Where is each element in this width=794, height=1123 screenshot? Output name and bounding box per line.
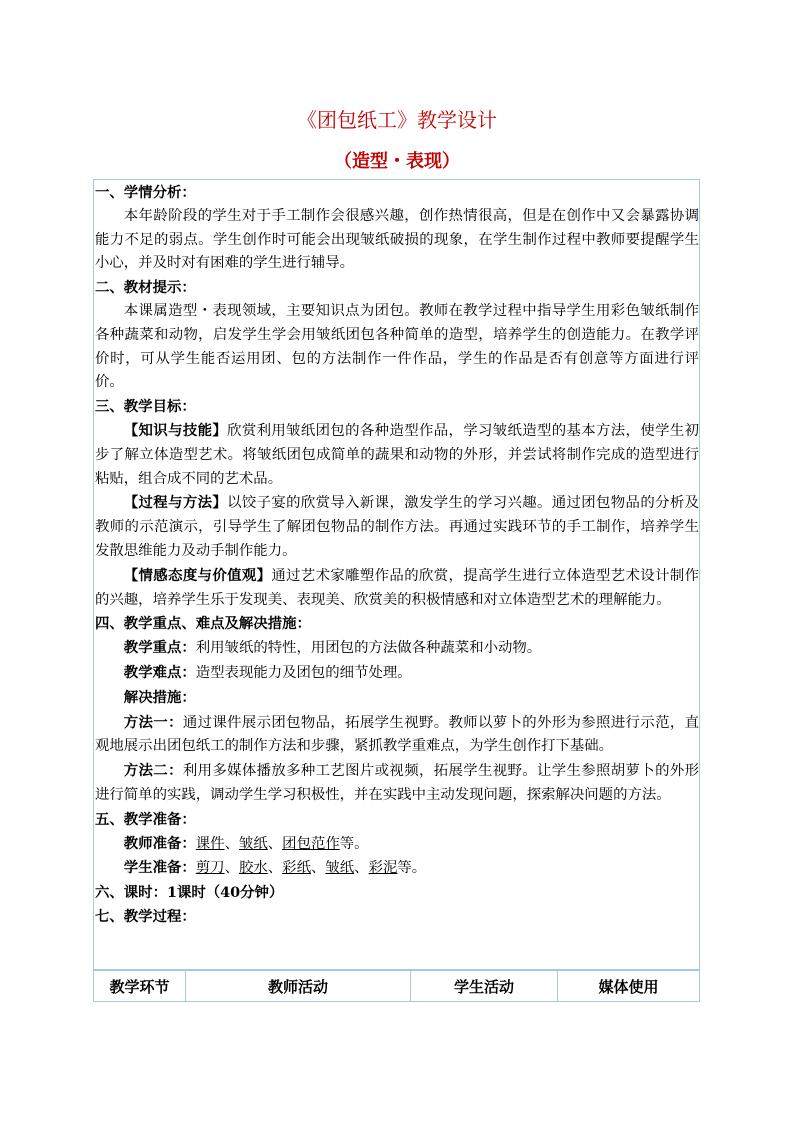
col-header-media: 媒体使用 xyxy=(558,971,700,1002)
student-item: 皱纸 xyxy=(325,860,355,877)
section-heading-4: 四、教学重点、难点及解决措施： xyxy=(95,615,311,633)
key-point-label: 教学重点： xyxy=(123,639,196,657)
difficult-point xyxy=(95,661,699,686)
teacher-item: 课件 xyxy=(195,835,225,852)
section-heading-6: 六、课时：1课时（40分钟） xyxy=(95,884,284,902)
goal-process xyxy=(95,491,699,563)
separator: 、 xyxy=(267,835,283,852)
col-header-stage: 教学环节 xyxy=(94,971,186,1002)
teacher-item: 皱纸 xyxy=(238,835,268,852)
method-one-label: 方法一： xyxy=(123,713,183,731)
separator: 、 xyxy=(224,835,239,852)
goal-process-label: 【过程与方法】 xyxy=(123,494,228,512)
method-one-text: 通过课件展示团包物品，拓展学生视野。教师以萝卜的外形为参照进行示范，直观地展示出团包纸工的制作方法和步骤，紧抓教学重难点，为学生创作打下基础。 xyxy=(95,714,699,755)
difficult-point-label: 教学难点： xyxy=(123,663,196,681)
document-subtitle: （造型・表现） xyxy=(334,151,460,172)
teacher-prep-label: 教师准备： xyxy=(123,834,196,852)
content-body xyxy=(95,181,699,929)
solution-label: 解决措施： xyxy=(123,688,196,706)
separator: 、 xyxy=(310,860,326,877)
goal-attitude-text: 通过艺术家雕塑作品的欣赏，提高学生进行立体造型艺术设计制作的兴趣，培养学生乐于发现美、表现美、欣赏美的积极情感和对立体造型艺术的理解能力。 xyxy=(95,567,699,608)
separator: 、 xyxy=(354,860,369,877)
student-item: 胶水 xyxy=(238,860,268,877)
goal-knowledge-label: 【知识与技能】 xyxy=(123,421,228,439)
goal-knowledge-text: 欣赏利用皱纸团包的各种造型作品，学习皱纸造型的基本方法，使学生初步了解立体造型艺术。将皱纸团包成简单的蔬果和动物的外形，并尝试将制作完成的造型进行粘贴，组合成不同的艺术品。 xyxy=(95,422,699,487)
section-heading-3: 三、教学目标： xyxy=(95,398,196,416)
goal-knowledge xyxy=(95,419,699,491)
separator: 、 xyxy=(267,860,283,877)
section-heading-1: 一、学情分析： xyxy=(95,184,196,201)
goal-attitude-label: 【情感态度与价值观】 xyxy=(123,566,272,584)
student-prep-label: 学生准备： xyxy=(123,859,196,877)
section-heading-7: 七、教学过程： xyxy=(95,907,196,925)
goal-attitude xyxy=(95,564,699,613)
key-point-text: 利用皱纸的特性，用团包的方法做各种蔬菜和小动物。 xyxy=(195,640,542,657)
student-item: 剪刀 xyxy=(195,860,225,877)
difficult-point-text: 造型表现能力及团包的细节处理。 xyxy=(195,664,412,681)
goal-process-text: 以饺子宴的欣赏导入新课，激发学生的学习兴趣。通过团包物品的分析及教师的示范演示，引导学生了解团包物品的制作方法。再通过实践环节的手工制作，培养学生发散思维能力及动手制作能力。 xyxy=(95,495,699,559)
section-text-2: 本课属造型・表现领域，主要知识点为团包。教师在教学过程中指导学生用彩色皱纸制作各种蔬菜和动物，启发学生学会用皱纸团包各种简单的造型，培养学生的创造能力。在教学评价时，可从学生能否运用团、包的方法制作一件作品，学生的作品是否有创意等方面进行评价。 xyxy=(95,302,699,391)
table-header-row xyxy=(94,971,700,1002)
section-heading-2: 二、教材提示： xyxy=(95,279,196,297)
method-two-label: 方法二： xyxy=(123,762,183,780)
student-item: 彩纸 xyxy=(282,860,311,877)
separator: 、 xyxy=(224,860,239,877)
teacher-prep xyxy=(95,832,699,857)
student-prep xyxy=(95,856,699,881)
method-two-text: 利用多媒体播放多种工艺图片或视频，拓展学生视野。让学生参照胡萝卜的外形进行简单的实践，调动学生学习积极性，并在实践中主动发现问题，探索解决问题的方法。 xyxy=(95,763,699,803)
key-point xyxy=(95,636,699,661)
solution-heading xyxy=(95,686,699,711)
method-one xyxy=(95,711,699,760)
student-item: 彩泥 xyxy=(368,860,398,877)
student-prep-end: 等。 xyxy=(397,860,427,877)
teacher-item: 团包范作 xyxy=(282,835,340,852)
method-two xyxy=(95,759,699,808)
teacher-prep-end: 等。 xyxy=(339,835,369,852)
col-header-student: 学生活动 xyxy=(411,971,558,1002)
col-header-teacher: 教师活动 xyxy=(186,971,411,1002)
process-table xyxy=(93,970,700,1002)
section-heading-5: 五、教学准备： xyxy=(95,810,196,828)
section-text-1: 本年龄阶段的学生对于手工制作会很感兴趣，创作热情很高，但是在创作中又会暴露协调能力不足的弱点。学生创作时可能会出现皱纸破损的现象，在学生制作过程中教师要提醒学生小心，并及时对有困难的学生进行辅导。 xyxy=(95,207,699,272)
document-title: 《团包纸工》教学设计 xyxy=(297,108,497,132)
